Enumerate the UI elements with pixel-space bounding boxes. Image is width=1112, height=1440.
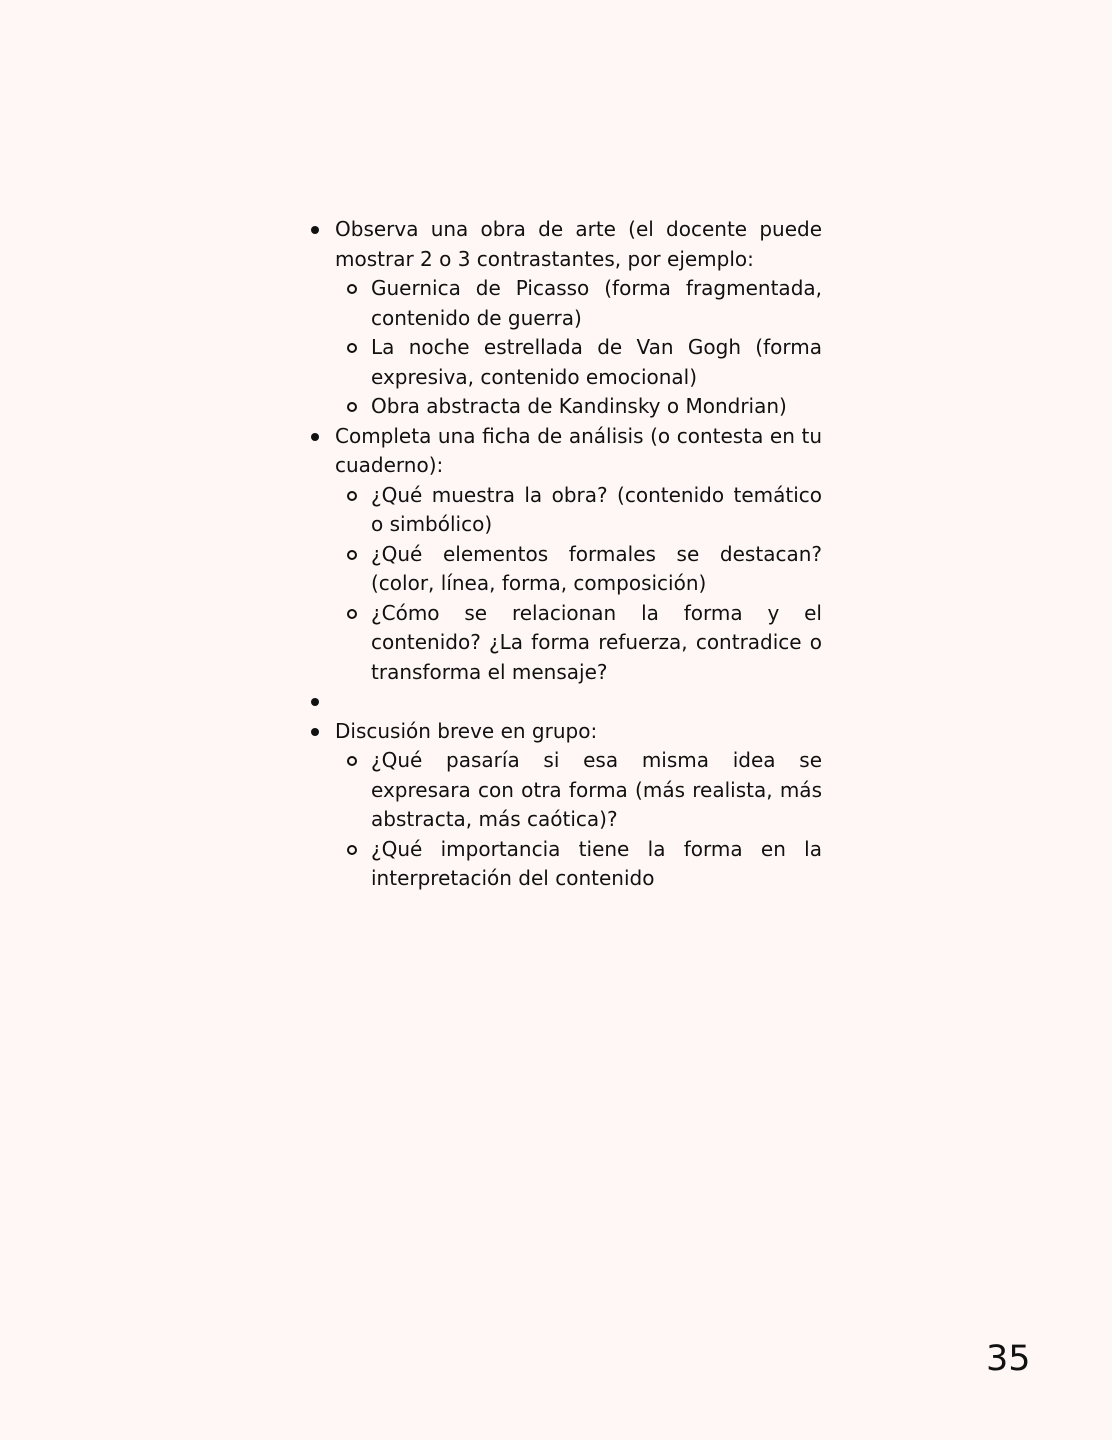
bullet-circle-icon <box>347 609 357 619</box>
bullet-dot-icon <box>311 728 319 736</box>
bullet-circle-icon <box>347 284 357 294</box>
sub-list-item <box>335 481 822 540</box>
sub-list-item-text: ¿Qué importancia tiene la forma en la interpretación del contenido <box>371 836 822 890</box>
sub-list-item <box>335 746 822 835</box>
sub-list-item-text: ¿Qué muestra la obra? (contenido temático o simbólico) <box>371 482 822 536</box>
bullet-list <box>308 215 822 894</box>
sub-list-item <box>335 599 822 688</box>
bullet-circle-icon <box>347 402 357 412</box>
sub-list <box>335 274 822 422</box>
page-number: 35 <box>986 1339 1031 1379</box>
bullet-circle-icon <box>347 491 357 501</box>
bullet-dot-icon <box>311 433 319 441</box>
sub-list-item-text: ¿Qué pasaría si esa misma idea se expresara con otra forma (más realista, más abstracta, más caótica)? <box>371 748 822 831</box>
sub-list-item <box>335 540 822 599</box>
list-item-text: Observa una obra de arte (el docente puede mostrar 2 o 3 contrastantes, por ejemplo: <box>335 217 822 271</box>
bullet-dot-icon <box>311 226 319 234</box>
list-item <box>308 215 822 422</box>
sub-list-item-text: ¿Qué elementos formales se destacan? (color, línea, forma, composición) <box>371 541 822 595</box>
empty-list-item <box>308 687 822 717</box>
sub-list <box>335 746 822 894</box>
bullet-circle-icon <box>347 343 357 353</box>
sub-list-item-text: Guernica de Picasso (forma fragmentada, contenido de guerra) <box>371 276 822 330</box>
bullet-dot-icon <box>311 698 319 706</box>
list-item-text: Discusión breve en grupo: <box>335 718 598 743</box>
list-item-text: Completa una ficha de análisis (o contesta en tu cuaderno): <box>335 423 822 477</box>
sub-list-item <box>335 392 822 422</box>
bullet-circle-icon <box>347 756 357 766</box>
sub-list-item <box>335 274 822 333</box>
sub-list-item <box>335 835 822 894</box>
list-item <box>308 717 822 894</box>
sub-list-item-text: ¿Cómo se relacionan la forma y el contenido? ¿La forma refuerza, contradice o transforma el mensaje? <box>371 600 822 684</box>
sub-list-item-text: La noche estrellada de Van Gogh (forma expresiva, contenido emocional) <box>371 335 822 389</box>
list-item <box>308 422 822 688</box>
sub-list-item-text: Obra abstracta de Kandinsky o Mondrian) <box>371 394 787 418</box>
bullet-circle-icon <box>347 845 357 855</box>
sub-list-item <box>335 333 822 392</box>
sub-list <box>335 481 822 688</box>
document-body <box>308 215 822 894</box>
bullet-circle-icon <box>347 550 357 560</box>
